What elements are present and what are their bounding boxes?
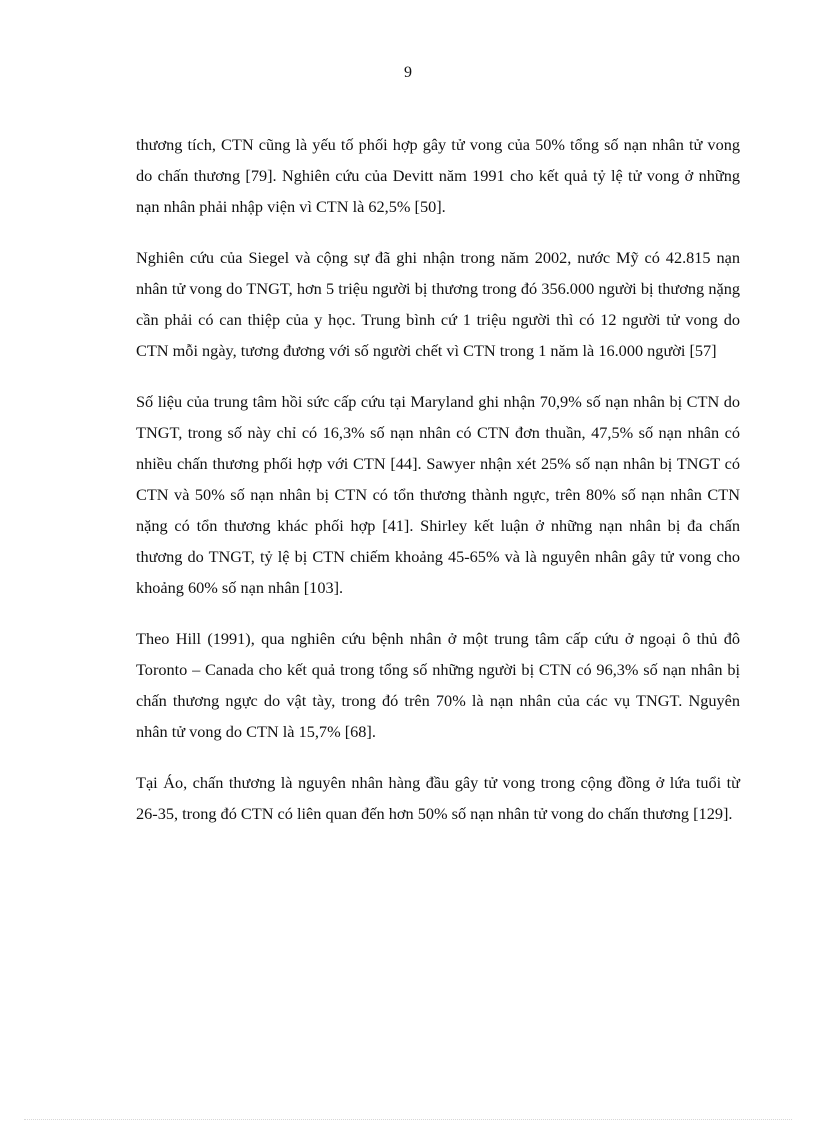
- paragraph-austria: Tại Áo, chấn thương là nguyên nhân hàng đầu gây tử vong trong cộng đồng ở lứa tuổi từ 26-35, trong đó CTN có liên quan đến hơn 50% số nạn nhân tử vong do chấn thương [129].: [136, 773, 740, 823]
- page-bottom-divider: [24, 1119, 792, 1120]
- paragraph-continuation: thương tích, CTN cũng là yếu tố phối hợp gây tử vong của 50% tổng số nạn nhân tử vong do chấn thương [79]. Nghiên cứu của Devitt năm 1991 cho kết quả tỷ lệ tử vong ở những nạn nhân phải nhập viện vì CTN là 62,5% [50].: [136, 135, 740, 216]
- paragraph-hill-study: Theo Hill (1991), qua nghiên cứu bệnh nhân ở một trung tâm cấp cứu ở ngoại ô thủ đô Toronto – Canada cho kết quả trong tổng số những người bị CTN có 96,3% số nạn nhân bị chấn thương ngực do vật tày, trong đó trên 70% là nạn nhân của các vụ TNGT. Nguyên nhân tử vong do CTN là 15,7% [68].: [136, 629, 740, 741]
- page-number: 9: [404, 64, 412, 81]
- paragraph-maryland-data: Số liệu của trung tâm hồi sức cấp cứu tại Maryland ghi nhận 70,9% số nạn nhân bị CTN do TNGT, trong số này chỉ có 16,3% số nạn nhân có CTN đơn thuần, 47,5% số nạn nhân có nhiều chấn thương phối hợp với CTN [44]. Sawyer nhận xét 25% số nạn nhân bị TNGT có CTN và 50% số nạn nhân bị CTN có tổn thương thành ngực, trên 80% số nạn nhân CTN nặng có tổn thương khác phối hợp [41]. Shirley kết luận ở những nạn nhân bị đa chấn thương do TNGT, tỷ lệ bị CTN chiếm khoảng 45-65% và là nguyên nhân gây tử vong cho khoảng 60% số nạn nhân [103].: [136, 392, 740, 597]
- body-text: [136, 129, 740, 849]
- paragraph-siegel-study: Nghiên cứu của Siegel và cộng sự đã ghi nhận trong năm 2002, nước Mỹ có 42.815 nạn nhân tử vong do TNGT, hơn 5 triệu người bị thương trong đó 356.000 người bị thương nặng cần phải có can thiệp của y học. Trung bình cứ 1 triệu người thì có 12 người tử vong do CTN mỗi ngày, tương đương với số người chết vì CTN trong 1 năm là 16.000 người [57]: [136, 248, 740, 360]
